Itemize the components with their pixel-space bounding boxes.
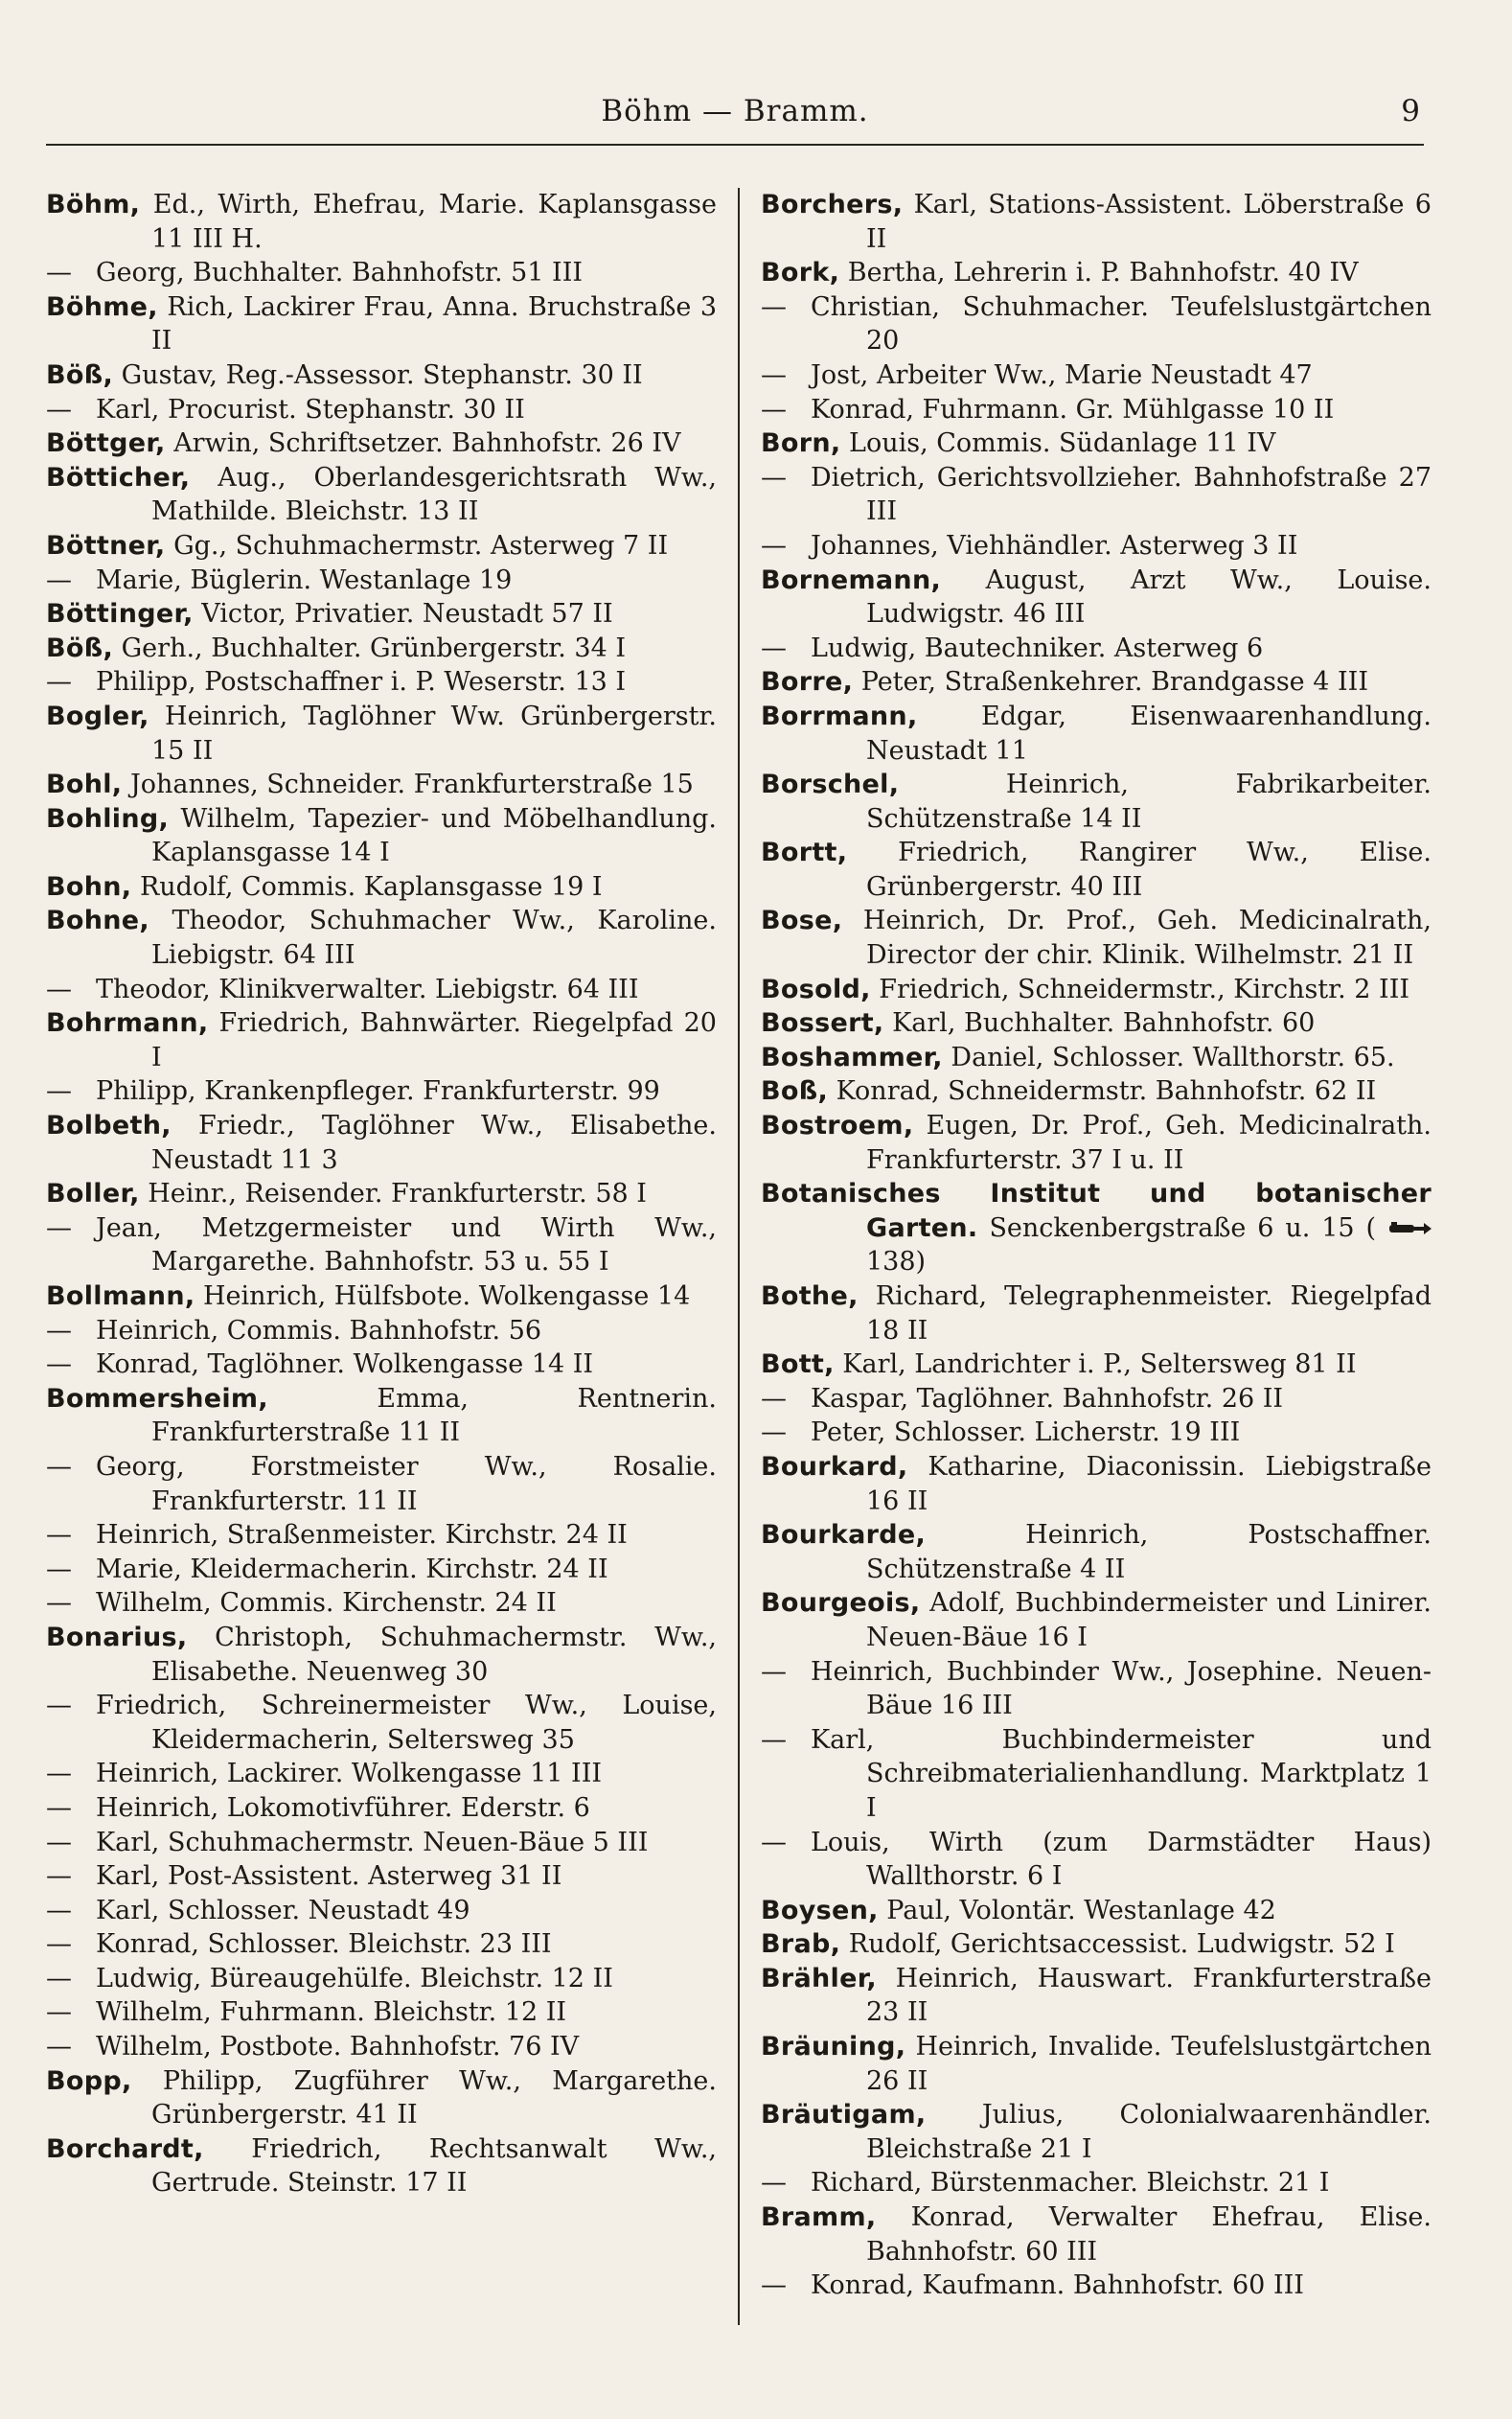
repeat-dash: — — [46, 1451, 72, 1482]
directory-entry — [761, 1041, 1432, 1075]
directory-entry — [46, 188, 717, 256]
directory-entry — [761, 1586, 1432, 1654]
repeat-dash: — — [46, 1861, 72, 1892]
entry-details: Jean, Metzgermeister und Wirth Ww., Margarethe. Bahnhofstr. 53 u. 55 I — [96, 1212, 717, 1278]
directory-entry — [46, 973, 717, 1007]
directory-entry — [46, 1553, 717, 1587]
entry-details: Senckenbergstraße 6 u. 15 ( — [989, 1212, 1377, 1243]
entry-surname: Bonarius, — [46, 1622, 188, 1652]
directory-entry — [761, 1006, 1432, 1041]
directory-entry — [46, 1074, 717, 1109]
directory-entry — [46, 1211, 717, 1279]
entry-surname: Borrmann, — [761, 701, 918, 731]
directory-entry — [761, 461, 1432, 529]
entry-details: Georg, Forstmeister Ww., Rosalie. Frankfurterstr. 11 II — [96, 1451, 717, 1516]
directory-entry — [761, 529, 1432, 564]
entry-surname: Bourgeois, — [761, 1588, 921, 1619]
repeat-dash: — — [761, 1724, 787, 1755]
entry-details: Konrad, Schlosser. Bleichstr. 23 III — [96, 1929, 552, 1960]
entry-surname: Bosold, — [761, 974, 871, 1004]
directory-entry — [46, 632, 717, 666]
entry-details: Louis, Commis. Südanlage 11 IV — [849, 428, 1276, 459]
directory-entry — [46, 1518, 717, 1553]
entry-details: Heinrich, Hauswart. Frankfurterstraße 23 II — [866, 1963, 1432, 2028]
repeat-dash: — — [46, 1792, 72, 1823]
entry-details: Marie, Kleidermacherin. Kirchstr. 24 II — [96, 1554, 608, 1584]
entry-details: Louis, Wirth (zum Darmstädter Haus) Wallthorstr. 6 I — [811, 1827, 1432, 1892]
directory-entry — [761, 256, 1432, 290]
repeat-dash: — — [761, 462, 787, 493]
right-column — [761, 188, 1432, 2325]
repeat-dash: — — [761, 1417, 787, 1448]
entry-details: Heinrich, Invalide. Teufelslustgärtchen 26 II — [866, 2032, 1432, 2096]
entry-surname: Böttger, — [46, 428, 166, 459]
repeat-dash: — — [46, 1759, 72, 1789]
entry-surname: Bräuning, — [761, 2032, 906, 2062]
directory-entry — [761, 1962, 1432, 2030]
entry-details: Gustav, Reg.-Assessor. Stephanstr. 30 II — [121, 359, 643, 390]
repeat-dash: — — [46, 1691, 72, 1721]
entry-surname: Bortt, — [761, 838, 848, 868]
entry-surname: Borschel, — [761, 770, 900, 800]
entry-surname: Bötticher, — [46, 462, 191, 493]
directory-entry — [761, 426, 1432, 461]
entry-details: Heinrich, Commis. Bahnhofstr. 56 — [96, 1315, 542, 1346]
directory-entry — [46, 1689, 717, 1757]
entry-details: Kaspar, Taglöhner. Bahnhofstr. 26 II — [811, 1383, 1284, 1414]
directory-entry — [46, 1586, 717, 1621]
entry-details: Victor, Privatier. Neustadt 57 II — [201, 599, 613, 630]
entry-surname: Böhm, — [46, 190, 141, 219]
entry-surname: Bourkard, — [761, 1451, 908, 1482]
entry-surname: Borre, — [761, 667, 854, 698]
directory-entry — [46, 1177, 717, 1211]
repeat-dash: — — [761, 530, 787, 561]
repeat-dash: — — [761, 291, 787, 322]
directory-entry — [46, 564, 717, 598]
entry-surname: Botanisches Institut und botanischer Garten. — [761, 1179, 1432, 1243]
directory-entry — [46, 393, 717, 427]
directory-entry — [46, 1826, 717, 1860]
entry-surname: Born, — [761, 428, 841, 459]
entry-details: Gg., Schuhmachermstr. Asterweg 7 II — [173, 530, 669, 561]
column-divider — [738, 188, 740, 2325]
entry-details: Konrad, Schneidermstr. Bahnhofstr. 62 II — [836, 1076, 1377, 1107]
repeat-dash: — — [46, 1520, 72, 1551]
repeat-dash: — — [761, 359, 787, 390]
directory-entry — [46, 1348, 717, 1382]
directory-entry — [761, 665, 1432, 700]
directory-entry — [761, 2166, 1432, 2200]
entry-surname: Bolbeth, — [46, 1111, 172, 1141]
entry-details: Karl, Buchbindermeister und Schreibmaterialienhandlung. Marktplatz 1 I — [811, 1724, 1432, 1823]
entry-details: Aug., Oberlandesgerichtsrath Ww., Mathilde. Bleichstr. 13 II — [151, 462, 717, 527]
directory-entry — [46, 870, 717, 905]
entry-surname: Boshammer, — [761, 1042, 943, 1072]
entry-details: Katharine, Diaconissin. Liebigstraße 16 II — [866, 1451, 1432, 1516]
entry-details: Konrad, Kaufmann. Bahnhofstr. 60 III — [811, 2270, 1304, 2301]
entry-details: Friedrich, Schneidermstr., Kirchstr. 2 III — [879, 974, 1410, 1004]
entry-details: Friedrich, Rangirer Ww., Elise. Grünbergerstr. 40 III — [866, 838, 1432, 902]
entry-surname: Bohrmann, — [46, 1008, 209, 1039]
directory-entry — [761, 1074, 1432, 1109]
repeat-dash: — — [761, 633, 787, 663]
entry-details: Karl, Schuhmachermstr. Neuen-Bäue 5 III — [96, 1827, 649, 1857]
directory-entry — [46, 1621, 717, 1689]
directory-entry — [761, 768, 1432, 836]
repeat-dash: — — [46, 1895, 72, 1925]
directory-entry — [761, 2030, 1432, 2098]
entry-surname: Boller, — [46, 1179, 140, 1210]
directory-entry — [46, 256, 717, 290]
entry-details: Wilhelm, Fuhrmann. Bleichstr. 12 II — [96, 1997, 567, 2028]
entry-surname: Bohne, — [46, 906, 149, 936]
repeat-dash: — — [46, 1929, 72, 1960]
entry-details: Theodor, Klinikverwalter. Liebigstr. 64 III — [96, 974, 639, 1004]
directory-entry — [761, 564, 1432, 632]
directory-entry — [761, 1450, 1432, 1518]
entry-details: Konrad, Taglöhner. Wolkengasse 14 II — [96, 1349, 594, 1380]
directory-entry — [46, 1859, 717, 1894]
directory-entry — [46, 1382, 717, 1450]
entry-surname: Boß, — [761, 1076, 829, 1107]
directory-entry — [46, 1894, 717, 1928]
repeat-dash: — — [46, 394, 72, 425]
entry-details: Ludwig, Büreaugehülfe. Bleichstr. 12 II — [96, 1963, 613, 1993]
entry-details: Karl, Landrichter i. P., Seltersweg 81 II — [842, 1349, 1357, 1380]
entry-surname: Böttner, — [46, 530, 166, 561]
entry-details: Johannes, Schneider. Frankfurterstraße 15 — [129, 770, 694, 800]
directory-entry — [761, 188, 1432, 256]
entry-details: Ludwig, Bautechniker. Asterweg 6 — [811, 633, 1264, 663]
directory-entry — [761, 393, 1432, 427]
directory-entry — [761, 1655, 1432, 1723]
entry-surname: Böhme, — [46, 291, 158, 322]
repeat-dash: — — [761, 2168, 787, 2199]
directory-entry — [46, 290, 717, 358]
entry-surname: Brähler, — [761, 1963, 877, 1993]
directory-entry — [46, 2132, 717, 2200]
entry-details: Karl, Procurist. Stephanstr. 30 II — [96, 394, 525, 425]
entry-surname: Bohl, — [46, 770, 123, 800]
entry-details: Richard, Telegraphenmeister. Riegelpfad 18 II — [866, 1281, 1432, 1346]
entry-surname: Bopp, — [46, 2065, 132, 2096]
directory-entry — [761, 1279, 1432, 1348]
entry-details: Christoph, Schuhmachermstr. Ww., Elisabethe. Neuenweg 30 — [151, 1622, 717, 1687]
directory-entry — [46, 1757, 717, 1791]
entry-details: Emma, Rentnerin. Frankfurterstraße 11 II — [151, 1383, 717, 1448]
entry-details: Peter, Straßenkehrer. Brandgasse 4 III — [860, 667, 1369, 698]
entry-surname: Böttinger, — [46, 599, 194, 630]
entry-surname: Bostroem, — [761, 1111, 914, 1141]
entry-details: Konrad, Verwalter Ehefrau, Elise. Bahnhofstr. 60 III — [866, 2202, 1432, 2267]
repeat-dash: — — [761, 1827, 787, 1857]
entry-details: Friedrich, Rechtsanwalt Ww., Gertrude. Steinstr. 17 II — [151, 2133, 717, 2199]
telephone-hand-icon — [1387, 1221, 1432, 1236]
repeat-dash: — — [46, 667, 72, 698]
entry-details: Richard, Bürstenmacher. Bleichstr. 21 I — [811, 2168, 1330, 2199]
repeat-dash: — — [46, 2032, 72, 2062]
directory-entry — [761, 1723, 1432, 1826]
entry-details: Karl, Buchhalter. Bahnhofstr. 60 — [892, 1008, 1316, 1039]
entry-details: Georg, Buchhalter. Bahnhofstr. 51 III — [96, 258, 584, 288]
directory-entry — [761, 1348, 1432, 1382]
entry-details: Karl, Schlosser. Neustadt 49 — [96, 1895, 470, 1925]
directory-entry — [761, 2200, 1432, 2269]
directory-entry — [46, 665, 717, 700]
entry-surname: Bommersheim, — [46, 1383, 268, 1414]
directory-entry — [761, 836, 1432, 904]
entry-surname: Bothe, — [761, 1281, 859, 1311]
entry-details: Paul, Volontär. Westanlage 42 — [886, 1895, 1276, 1925]
entry-surname: Bohn, — [46, 871, 132, 902]
entry-details: Ed., Wirth, Ehefrau, Marie. Kaplansgasse 11 III H. — [151, 190, 717, 254]
entry-details: Theodor, Schuhmacher Ww., Karoline. Liebigstr. 64 III — [151, 906, 717, 971]
directory-entry — [46, 700, 717, 768]
directory-entry — [46, 768, 717, 802]
directory-entry — [46, 426, 717, 461]
directory-entry — [46, 1006, 717, 1074]
entry-details: Rich, Lackirer Frau, Anna. Bruchstraße 3 II — [151, 291, 717, 357]
entry-details: Heinrich, Buchbinder Ww., Josephine. Neuen-Bäue 16 III — [811, 1656, 1432, 1721]
entry-details: Rudolf, Gerichtsaccessist. Ludwigstr. 52 I — [848, 1929, 1395, 1960]
directory-entry — [46, 597, 717, 632]
entry-surname: Bogler, — [46, 701, 149, 731]
header-title: Böhm — Bramm. — [601, 94, 869, 128]
telephone-number: 138) — [866, 1247, 927, 1278]
entry-details: Friedrich, Schreinermeister Ww., Louise, Kleidermacherin, Seltersweg 35 — [96, 1691, 717, 1755]
repeat-dash: — — [46, 1997, 72, 2028]
entry-details: August, Arzt Ww., Louise. Ludwigstr. 46 III — [866, 564, 1432, 630]
entry-details: Heinrich, Lackirer. Wolkengasse 11 III — [96, 1759, 603, 1789]
directory-entry — [46, 904, 717, 972]
entry-details: Eugen, Dr. Prof., Geh. Medicinalrath. Frankfurterstr. 37 I u. II — [866, 1111, 1432, 1175]
directory-entry — [46, 1791, 717, 1826]
repeat-dash: — — [46, 1554, 72, 1584]
entry-surname: Bornemann, — [761, 564, 942, 595]
entry-details: Daniel, Schlosser. Wallthorstr. 65. — [951, 1042, 1395, 1072]
entry-details: Karl, Post-Assistent. Asterweg 31 II — [96, 1861, 562, 1892]
entry-surname: Böß, — [46, 633, 114, 663]
entry-details: Philipp, Postschaffner i. P. Weserstr. 13 I — [96, 667, 627, 698]
directory-entry — [761, 1894, 1432, 1928]
entry-details: Gerh., Buchhalter. Grünbergerstr. 34 I — [121, 633, 627, 663]
directory-entry — [761, 1416, 1432, 1450]
entry-surname: Brab, — [761, 1929, 841, 1960]
entry-details: Heinrich, Taglöhner Ww. Grünbergerstr. 15 II — [151, 701, 717, 766]
directory-entry — [46, 461, 717, 529]
repeat-dash: — — [761, 2270, 787, 2301]
entry-details: Philipp, Krankenpfleger. Frankfurterstr. 99 — [96, 1076, 660, 1107]
repeat-dash: — — [761, 1383, 787, 1414]
directory-entry — [761, 1109, 1432, 1177]
repeat-dash: — — [46, 1076, 72, 1107]
entry-details: Rudolf, Commis. Kaplansgasse 19 I — [139, 871, 603, 902]
repeat-dash: — — [761, 394, 787, 425]
running-header — [46, 88, 1424, 146]
entry-details: Heinrich, Hülfsbote. Wolkengasse 14 — [203, 1281, 691, 1311]
entry-surname: Bräutigam, — [761, 2100, 927, 2131]
directory-entry — [761, 700, 1432, 768]
entry-surname: Bork, — [761, 258, 840, 288]
left-column — [46, 188, 717, 2325]
entry-details: Heinrich, Straßenmeister. Kirchstr. 24 II — [96, 1520, 628, 1551]
entry-details: Konrad, Fuhrmann. Gr. Mühlgasse 10 II — [811, 394, 1335, 425]
directory-entry — [46, 802, 717, 870]
entry-details: Dietrich, Gerichtsvollzieher. Bahnhofstraße 27 III — [811, 462, 1432, 527]
entry-surname: Borchers, — [761, 190, 904, 219]
entry-details: Heinr., Reisender. Frankfurterstr. 58 I — [148, 1179, 647, 1210]
entry-surname: Boysen, — [761, 1895, 879, 1925]
repeat-dash: — — [46, 1827, 72, 1857]
entry-details: Heinrich, Dr. Prof., Geh. Medicinalrath, Director der chir. Klinik. Wilhelmstr. 21 II — [862, 906, 1432, 971]
directory-columns — [46, 188, 1432, 2325]
directory-entry — [46, 2030, 717, 2064]
entry-details: Wilhelm, Tapezier- und Möbelhandlung. Kaplansgasse 14 I — [151, 803, 717, 868]
entry-details: Philipp, Zugführer Ww., Margarethe. Grünbergerstr. 41 II — [151, 2065, 717, 2131]
directory-entry — [46, 1279, 717, 1314]
repeat-dash: — — [761, 1656, 787, 1687]
directory-entry — [46, 1109, 717, 1177]
entry-details: Friedr., Taglöhner Ww., Elisabethe. Neustadt 11 3 — [151, 1111, 717, 1175]
directory-entry — [761, 2098, 1432, 2166]
entry-details: Karl, Stations-Assistent. Löberstraße 6 II — [866, 190, 1432, 254]
page-number: 9 — [1401, 94, 1420, 128]
entry-surname: Bohling, — [46, 803, 170, 834]
directory-entry — [46, 529, 717, 564]
entry-details: Julius, Colonialwaarenhändler. Bleichstraße 21 I — [866, 2100, 1432, 2164]
entry-details: Johannes, Viehhändler. Asterweg 3 II — [811, 530, 1298, 561]
entry-details: Marie, Büglerin. Westanlage 19 — [96, 564, 513, 595]
entry-details: Jost, Arbeiter Ww., Marie Neustadt 47 — [811, 359, 1313, 390]
entry-details: Heinrich, Fabrikarbeiter. Schützenstraße 14 II — [866, 770, 1432, 834]
entry-surname: Bourkarde, — [761, 1520, 927, 1551]
entry-details: Adolf, Buchbindermeister und Linirer. Neuen-Bäue 16 I — [866, 1588, 1432, 1652]
directory-entry — [46, 1450, 717, 1518]
directory-entry — [761, 290, 1432, 358]
entry-details: Peter, Schlosser. Licherstr. 19 III — [811, 1417, 1241, 1448]
directory-entry — [761, 632, 1432, 666]
directory-entry — [46, 358, 717, 393]
entry-surname: Bose, — [761, 906, 843, 936]
entry-surname: Bramm, — [761, 2202, 877, 2233]
entry-details: Wilhelm, Postbote. Bahnhofstr. 76 IV — [96, 2032, 580, 2062]
directory-entry — [761, 1518, 1432, 1586]
directory-entry — [761, 1177, 1432, 1279]
directory-entry — [761, 904, 1432, 972]
repeat-dash: — — [46, 258, 72, 288]
repeat-dash: — — [46, 974, 72, 1004]
directory-entry — [46, 1995, 717, 2030]
directory-entry — [46, 1314, 717, 1348]
entry-details: Christian, Schuhmacher. Teufelslustgärtchen 20 — [811, 291, 1432, 357]
directory-entry — [761, 973, 1432, 1007]
entry-surname: Bollmann, — [46, 1281, 195, 1311]
entry-details: Heinrich, Lokomotivführer. Ederstr. 6 — [96, 1792, 590, 1823]
directory-entry — [761, 1382, 1432, 1417]
directory-entry — [761, 358, 1432, 393]
entry-details: Bertha, Lehrerin i. P. Bahnhofstr. 40 IV — [847, 258, 1359, 288]
repeat-dash: — — [46, 564, 72, 595]
directory-entry — [761, 1927, 1432, 1962]
entry-details: Wilhelm, Commis. Kirchenstr. 24 II — [96, 1588, 557, 1619]
directory-entry — [46, 1927, 717, 1962]
entry-surname: Bott, — [761, 1349, 835, 1380]
directory-entry — [46, 1962, 717, 1996]
entry-details: Arwin, Schriftsetzer. Bahnhofstr. 26 IV — [173, 428, 681, 459]
repeat-dash: — — [46, 1963, 72, 1993]
repeat-dash: — — [46, 1212, 72, 1243]
directory-entry — [46, 2064, 717, 2132]
directory-entry — [761, 2269, 1432, 2303]
repeat-dash: — — [46, 1349, 72, 1380]
entry-details: Heinrich, Postschaffner. Schützenstraße 4 II — [866, 1520, 1432, 1584]
entry-surname: Böß, — [46, 359, 114, 390]
entry-details: Friedrich, Bahnwärter. Riegelpfad 20 I — [151, 1008, 717, 1072]
entry-surname: Borchardt, — [46, 2133, 204, 2164]
directory-entry — [761, 1826, 1432, 1894]
entry-details: Edgar, Eisenwaarenhandlung. Neustadt 11 — [866, 701, 1432, 766]
repeat-dash: — — [46, 1588, 72, 1619]
repeat-dash: — — [46, 1315, 72, 1346]
entry-surname: Bossert, — [761, 1008, 884, 1039]
